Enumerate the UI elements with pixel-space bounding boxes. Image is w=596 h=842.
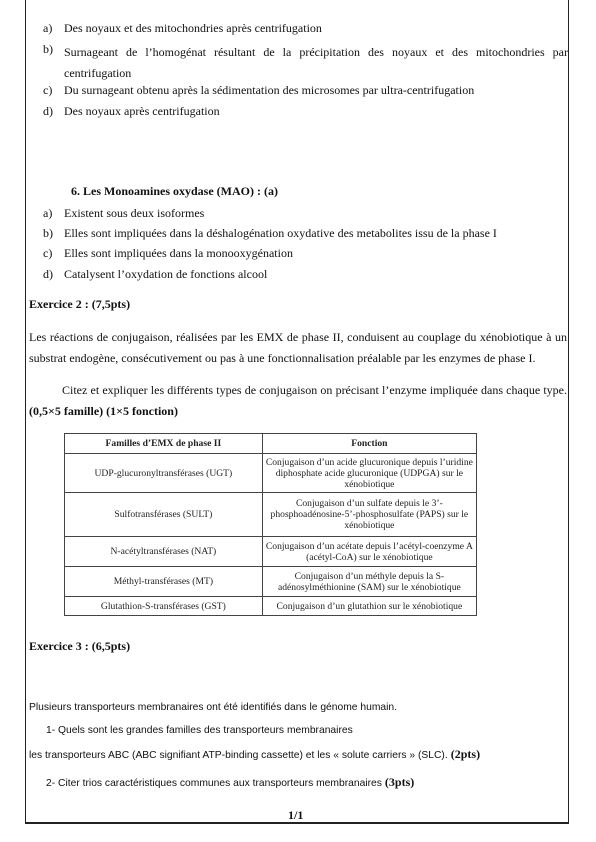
- option-text: Elles sont impliquées dans la déshalogénation oxydative des metabolites issu de la phase I: [64, 226, 497, 240]
- instruction-text: Citez et expliquer les différents types de conjugaison on précisant l’enzyme impliquée dans chaque type.: [62, 383, 567, 397]
- table-cell: Conjugaison d’un acide glucuronique depuis l’uridine diphosphate acide glucuronique (UDPGA) sur le xénobiotique: [262, 454, 476, 493]
- table-header: Fonction: [262, 434, 476, 454]
- table-cell: Conjugaison d’un glutathion sur le xénobiotique: [262, 597, 476, 616]
- exercise-title: Exercice 3 : (6,5pts): [29, 639, 131, 653]
- question-2-line: [46, 773, 414, 791]
- table-row: [65, 597, 477, 616]
- answer-line: [29, 745, 480, 763]
- option-text: Du surnageant obtenu après la sédimentation des microsomes par ultra-centrifugation: [64, 83, 475, 97]
- option-marker: d): [43, 267, 53, 281]
- table-cell: UDP-glucuronyltransférases (UGT): [65, 454, 263, 493]
- option-text: Surnageant de l’homogénat résultant de la précipitation des noyaux et des mitochondries par centrifugation: [64, 45, 568, 80]
- table-row: [65, 537, 477, 567]
- table-cell: Sulfotransférases (SULT): [65, 493, 263, 537]
- table-cell: Glutathion-S-transférases (GST): [65, 597, 263, 616]
- option-text: Catalysent l’oxydation de fonctions alcool: [64, 267, 268, 281]
- option-marker: d): [43, 104, 53, 118]
- question-title: 6. Les Monoamines oxydase (MAO) : (a): [71, 184, 278, 198]
- exercise-paragraph: Les réactions de conjugaison, réalisées par les EMX de phase II, conduisent au couplage du xénobiotique à un substrat endogène, consécutivement ou pas à une fonctionnalisation préalable par les enzymes de phase I.: [29, 330, 567, 365]
- question-2: 2- Citer trios caractéristiques communes aux transporteurs membranaires: [46, 778, 382, 789]
- option-marker: a): [43, 21, 53, 35]
- option-text: Des noyaux et des mitochondries après centrifugation: [64, 21, 322, 35]
- page-number: 1/1: [288, 808, 304, 822]
- enzyme-families-table: [64, 433, 477, 616]
- table-row: [65, 567, 477, 597]
- table-cell-text: N-acétyltransférases (NAT): [110, 546, 217, 557]
- table-header: Familles d’EMX de phase II: [65, 434, 263, 454]
- option-text: Des noyaux après centrifugation: [64, 104, 220, 118]
- option-marker: a): [43, 206, 53, 220]
- table-cell: [65, 537, 263, 567]
- table-cell: Méthyl-transférases (MT): [65, 567, 263, 597]
- question-1: 1- Quels sont les grandes familles des transporteurs membranaires: [46, 725, 353, 736]
- exercise-instruction: [29, 380, 567, 422]
- exercise-intro: Plusieurs transporteurs membranaires ont été identifiés dans le génome humain.: [29, 702, 398, 713]
- table-cell: Conjugaison d’un sulfate depuis le 3’-phosphoadénosine-5’-phosphosulfate (PAPS) sur le xénobiotique: [262, 493, 476, 537]
- option-text: Existent sous deux isoformes: [64, 206, 205, 220]
- option-text: Elles sont impliquées dans la monooxygénation: [64, 246, 293, 260]
- table-header-row: [65, 434, 477, 454]
- table-row: [65, 493, 477, 537]
- table-cell: Conjugaison d’un méthyle depuis la S-adénosylméthionine (SAM) sur le xénobiotique: [262, 567, 476, 597]
- answer-text: les transporteurs ABC (ABC signifiant ATP-binding cassette) et les « solute carriers » (SLC).: [29, 750, 448, 761]
- option-marker: b): [43, 226, 53, 240]
- table-cell: Conjugaison d’un acétate depuis l’acétyl-coenzyme A (acétyl-CoA) sur le xénobiotique: [262, 537, 476, 567]
- answer-points: (2pts): [447, 747, 481, 761]
- option-marker: c): [43, 246, 53, 260]
- exercise-title: Exercice 2 : (7,5pts): [29, 297, 131, 311]
- instruction-points: (0,5×5 famille) (1×5 fonction): [29, 404, 178, 418]
- question-2-points: (3pts): [381, 775, 415, 789]
- table-row: [65, 454, 477, 493]
- option-marker: c): [43, 83, 53, 97]
- footer-divider: [25, 823, 569, 824]
- option-marker: b): [43, 42, 53, 56]
